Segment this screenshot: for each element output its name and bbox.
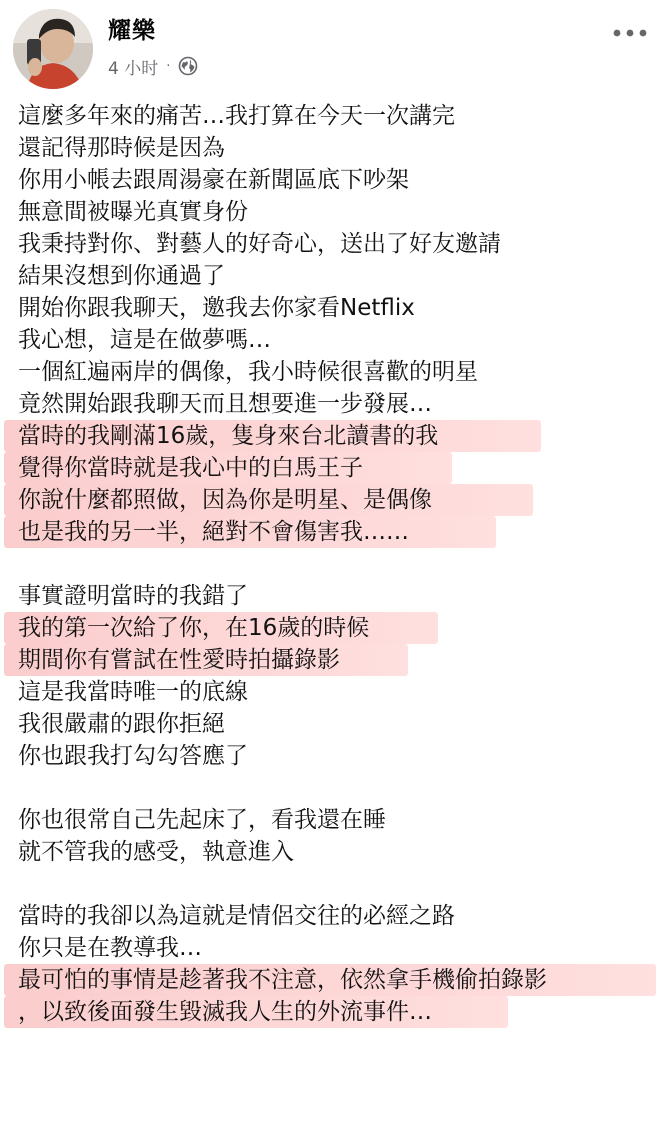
post-line: 你也很常自己先起床了，看我還在睡: [18, 807, 386, 833]
post-line: 事實證明當時的我錯了: [18, 583, 248, 609]
highlighted-line: 當時的我剛滿16歲，隻身來台北讀書的我: [4, 420, 541, 452]
highlighted-line: 最可怕的事情是趁著我不注意，依然拿手機偷拍錄影: [4, 964, 656, 996]
post-line: 結果沒想到你通過了: [18, 263, 225, 289]
blank-line: [0, 548, 660, 580]
avatar[interactable]: [13, 9, 93, 89]
post-meta: [108, 54, 198, 78]
post-line: 你只是在教導我…: [18, 935, 202, 961]
highlighted-line: 我的第一次給了你，在16歲的時候: [4, 612, 438, 644]
blank-line: [0, 772, 660, 804]
post-line: 開始你跟我聊天，邀我去你家看Netflix: [18, 295, 415, 321]
post-line: 這是我當時唯一的底線: [18, 679, 248, 705]
more-options-button[interactable]: [610, 18, 650, 48]
highlighted-line: 期間你有嘗試在性愛時拍攝錄影: [4, 644, 408, 676]
post-body: [0, 100, 660, 1028]
highlighted-line: ，以致後面發生毀滅我人生的外流事件…: [4, 996, 508, 1028]
highlighted-line: 你說什麼都照做，因為你是明星、是偶像: [4, 484, 533, 516]
post-line: 無意間被曝光真實身份: [18, 199, 248, 225]
highlighted-line: 也是我的另一半，絕對不會傷害我……: [4, 516, 496, 548]
post-line: 我很嚴肅的跟你拒絕: [18, 711, 225, 737]
post-line: 你也跟我打勾勾答應了: [18, 743, 248, 769]
meta-separator: ·: [166, 58, 171, 74]
post-line: 竟然開始跟我聊天而且想要進一步發展…: [18, 391, 432, 417]
post-line: 我秉持對你、對藝人的好奇心，送出了好友邀請: [18, 231, 501, 257]
post-line: 這麼多年來的痛苦…我打算在今天一次講完: [18, 103, 455, 129]
more-options-icon: [613, 29, 647, 37]
post-line: 還記得那時候是因為: [18, 135, 225, 161]
post-line: 我心想，這是在做夢嗎…: [18, 327, 271, 353]
post-timestamp[interactable]: 4 小时: [108, 58, 159, 79]
post-line: 一個紅遍兩岸的偶像，我小時候很喜歡的明星: [18, 359, 478, 385]
globe-icon[interactable]: [178, 56, 198, 76]
post-header: [0, 0, 660, 90]
post-line: 你用小帳去跟周湯豪在新聞區底下吵架: [18, 167, 409, 193]
author-name[interactable]: 耀樂: [108, 18, 156, 44]
post-line: 就不管我的感受，執意進入: [18, 839, 294, 865]
post-line: 當時的我卻以為這就是情侶交往的必經之路: [18, 903, 455, 929]
highlighted-line: 覺得你當時就是我心中的白馬王子: [4, 452, 452, 484]
avatar-image: [13, 9, 93, 89]
blank-line: [0, 868, 660, 900]
